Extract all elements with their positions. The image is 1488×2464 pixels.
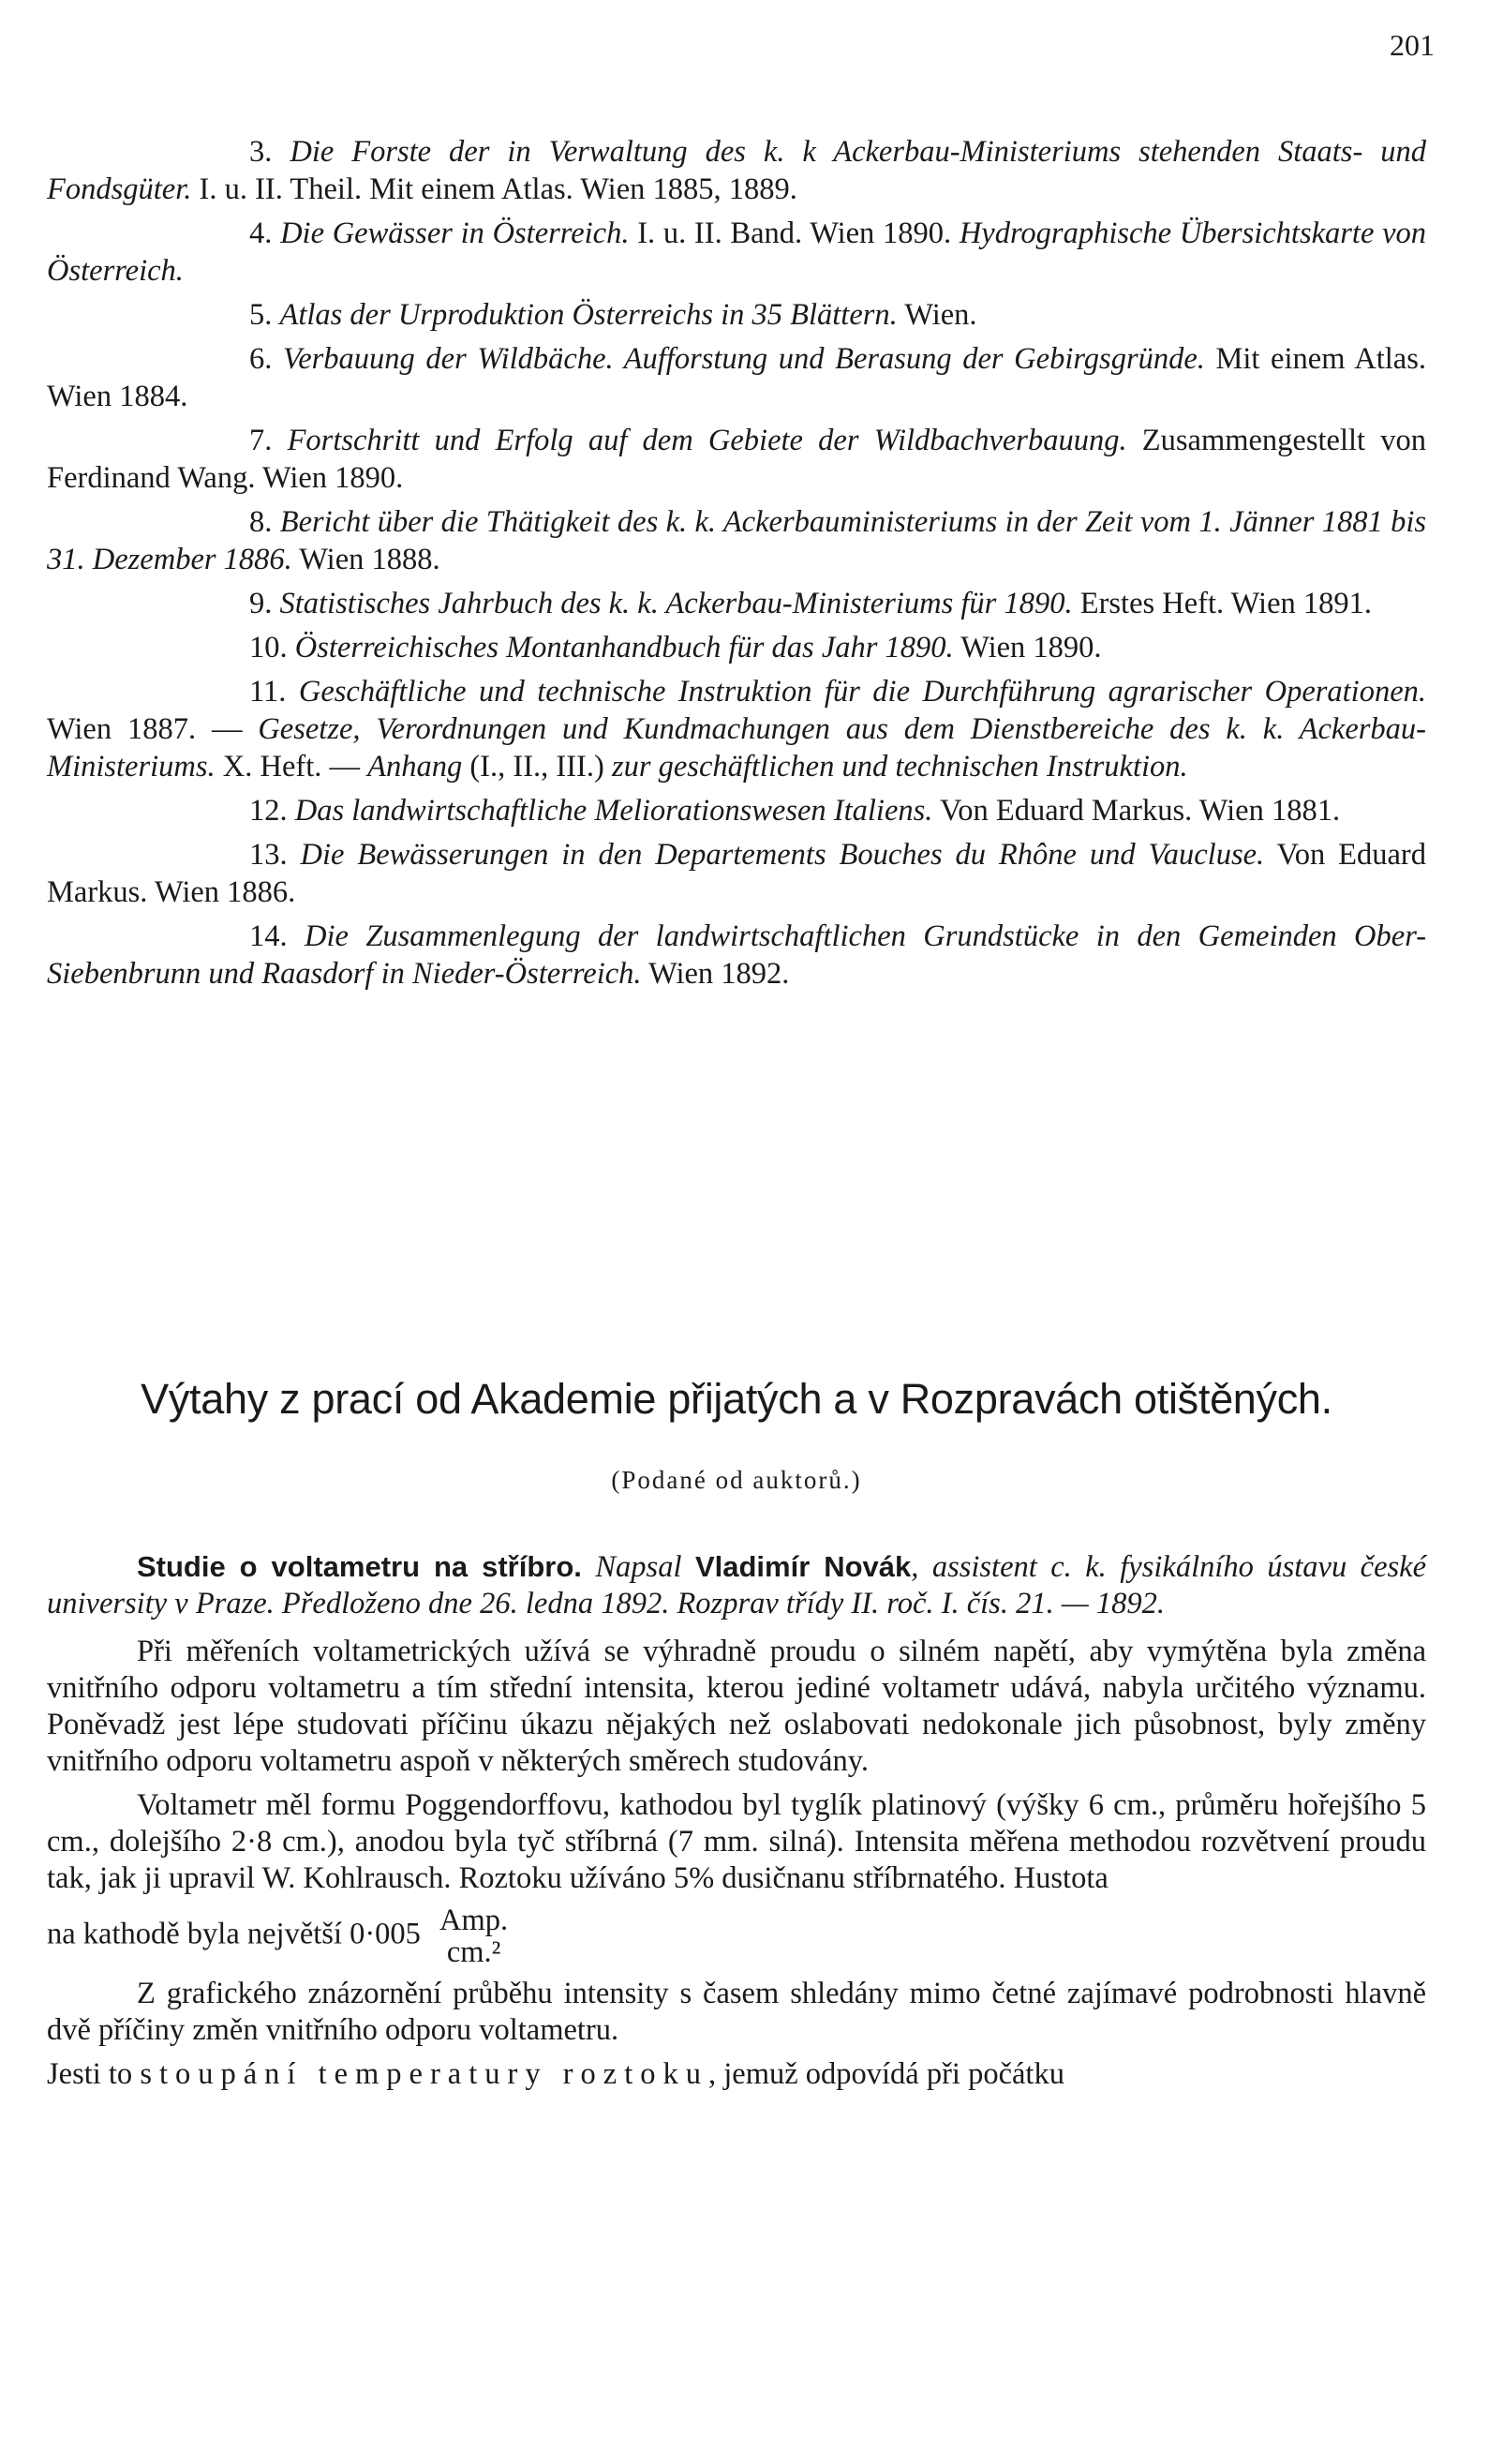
paragraph: Při měřeních voltametrických užívá se výhradně proudu o silném napětí, aby vymýtěna byla změna vnitřního odporu voltametru a tím střední intensita, kterou jediné voltametr udává, nabyla určitého významu. Poněvadž jest lépe studovati příčinu úkazu nějakých než oslabovati nedokonale jich působnost, byly změny vnitřního odporu voltametru aspoň v některých směrech studovány. <box>47 1635 1426 1778</box>
item-title: Die Zusammenlegung der landwirtschaftlichen Grundstücke in den Gemeinden Ober-Siebenbrunn und Raasdorf in Nieder-Österreich. <box>47 919 1427 991</box>
list-item <box>47 503 1426 578</box>
section-heading: Výtahy z prací od Akademie přijatých a v Rozpravách otištěných. <box>141 1375 1332 1423</box>
list-item <box>47 340 1426 415</box>
item-details-secondary: X. Heft. — <box>215 750 368 784</box>
item-number: 3. <box>249 135 273 169</box>
article-affiliation: , assistent c. k. fysikálního ústavu české university v Praze. Předloženo dne 26. ledna 1892. Rozprav třídy II. roč. I. čís. 21. — 1892. <box>47 1550 1427 1620</box>
item-number: 14. <box>249 919 288 953</box>
item-details: I. u. II. Band. Wien 1890. <box>629 217 960 250</box>
item-number: 9. <box>249 587 273 620</box>
item-title-secondary: Gesetze, Verordnungen und Kundmachungen aus dem Dienstbereiche des k. k. Ackerbau-Ministeriums. <box>47 712 1426 784</box>
list-item <box>47 585 1426 622</box>
item-details: Mit einem Atlas. Wien 1884. <box>47 342 1427 413</box>
item-title-secondary: Hydrographische Übersichtskarte von Österreich. <box>47 217 1427 288</box>
item-number: 13. <box>249 838 288 872</box>
item-details-tertiary: (I., II., III.) <box>462 750 612 784</box>
section-subheading: (Podané od auktorů.) <box>611 1466 862 1494</box>
unit-fraction <box>439 1904 508 1968</box>
item-details: Erstes Heft. Wien 1891. <box>1072 587 1373 620</box>
item-title: Die Gewässer in Österreich. <box>280 217 630 250</box>
item-details: Wien 1892. <box>641 957 790 991</box>
item-title: Fortschritt und Erfolg auf dem Gebiete der Wildbachverbauung. <box>287 424 1127 457</box>
item-details: Wien 1887. — <box>47 712 259 746</box>
paragraph-continuation-text: na kathodě byla největší 0·005 <box>47 1917 421 1951</box>
list-item <box>47 422 1426 497</box>
list-item <box>47 133 1426 208</box>
paragraph <box>47 2056 1426 2093</box>
item-details: I. u. II. Theil. Mit einem Atlas. Wien 1885, 1889. <box>191 172 797 206</box>
paragraph: Voltametr měl formu Poggendorffovu, kathodou byl tyglík platinový (výšky 6 cm., průměru hořejšího 5 cm., dolejšího 2·8 cm.), anodou byla tyč stříbrná (7 mm. silná). Intensita měřena methodou rozvětvení proudu tak, jak ji upravil W. Kohlrausch. Roztoku užíváno 5% dusičnanu stříbrnatého. Hustota <box>47 1788 1426 1895</box>
item-details: Von Eduard Markus. Wien 1886. <box>47 838 1427 909</box>
paragraph-text-end: , jemuž odpovídá při počátku <box>707 2057 1064 2092</box>
item-number: 4. <box>249 217 273 250</box>
list-item <box>47 629 1426 666</box>
list-item <box>47 918 1426 993</box>
fraction-denominator: cm.² <box>446 1935 501 1970</box>
item-details: Wien 1888. <box>291 543 440 576</box>
item-title: Die Bewässerungen in den Departements Bouches du Rhône und Vaucluse. <box>300 838 1265 872</box>
item-details: Von Eduard Markus. Wien 1881. <box>932 794 1341 828</box>
list-item <box>47 836 1426 911</box>
article-author: Vladimír Novák <box>694 1550 912 1583</box>
paragraph-text: Jesti to <box>47 2057 141 2092</box>
paragraph: Z grafického znázornění průběhu intensity s časem shledány mimo četné zajímavé podrobnosti hlavně dvě příčiny změn vnitřního odporu voltametru. <box>47 1977 1426 2048</box>
item-number: 10. <box>249 631 288 665</box>
item-number: 8. <box>249 505 273 539</box>
item-title: Die Forste der in Verwaltung des k. k Ackerbau-Ministeriums stehenden Staats- und Fondsgüter. <box>47 135 1426 206</box>
item-title-tertiary: Anhang <box>367 750 463 784</box>
item-number: 7. <box>249 424 273 457</box>
item-title: Bericht über die Thätigkeit des k. k. Ackerbauministeriums in der Zeit vom 1. Jänner 1881 bis 31. Dezember 1886. <box>47 505 1426 576</box>
item-title: Statistisches Jahrbuch des k. k. Ackerbau-Ministeriums für 1890. <box>279 587 1073 620</box>
article-title: Studie o voltametru na stříbro. <box>137 1550 582 1583</box>
list-item <box>47 673 1426 785</box>
item-number: 12. <box>249 794 288 828</box>
item-title: Geschäftliche und technische Instruktion für die Durchführung agrarischer Operationen. <box>298 675 1426 709</box>
list-item <box>47 296 1426 334</box>
fraction-numerator: Amp. <box>439 1904 509 1937</box>
article-header <box>47 1548 1426 1622</box>
item-number: 6. <box>249 342 273 376</box>
reference-list <box>47 133 1426 999</box>
item-number: 5. <box>249 298 273 332</box>
item-title: Österreichisches Montanhandbuch für das Jahr 1890. <box>294 631 954 665</box>
item-details: Wien 1890. <box>953 631 1102 665</box>
item-details: Zusammengestellt von Ferdinand Wang. Wien 1890. <box>47 424 1427 495</box>
item-title: Das landwirtschaftliche Meliorationswesen Italiens. <box>294 794 933 828</box>
article <box>47 1548 1426 2100</box>
page-number: 201 <box>1390 28 1435 62</box>
item-title: Atlas der Urproduktion Österreichs in 35 Blättern. <box>279 298 898 332</box>
emphasized-text: stoupání temperatury roztoku <box>140 2057 708 2092</box>
item-number: 11. <box>249 675 287 709</box>
item-title-quaternary: zur geschäftlichen und technischen Instruktion. <box>611 750 1188 784</box>
byline-prefix: Napsal <box>581 1550 695 1584</box>
paragraph-continuation <box>47 1904 1426 1968</box>
list-item <box>47 215 1426 290</box>
item-details: Wien. <box>897 298 977 332</box>
list-item <box>47 792 1426 829</box>
item-title: Verbauung der Wildbäche. Aufforstung und Berasung der Gebirgsgründe. <box>282 342 1205 376</box>
